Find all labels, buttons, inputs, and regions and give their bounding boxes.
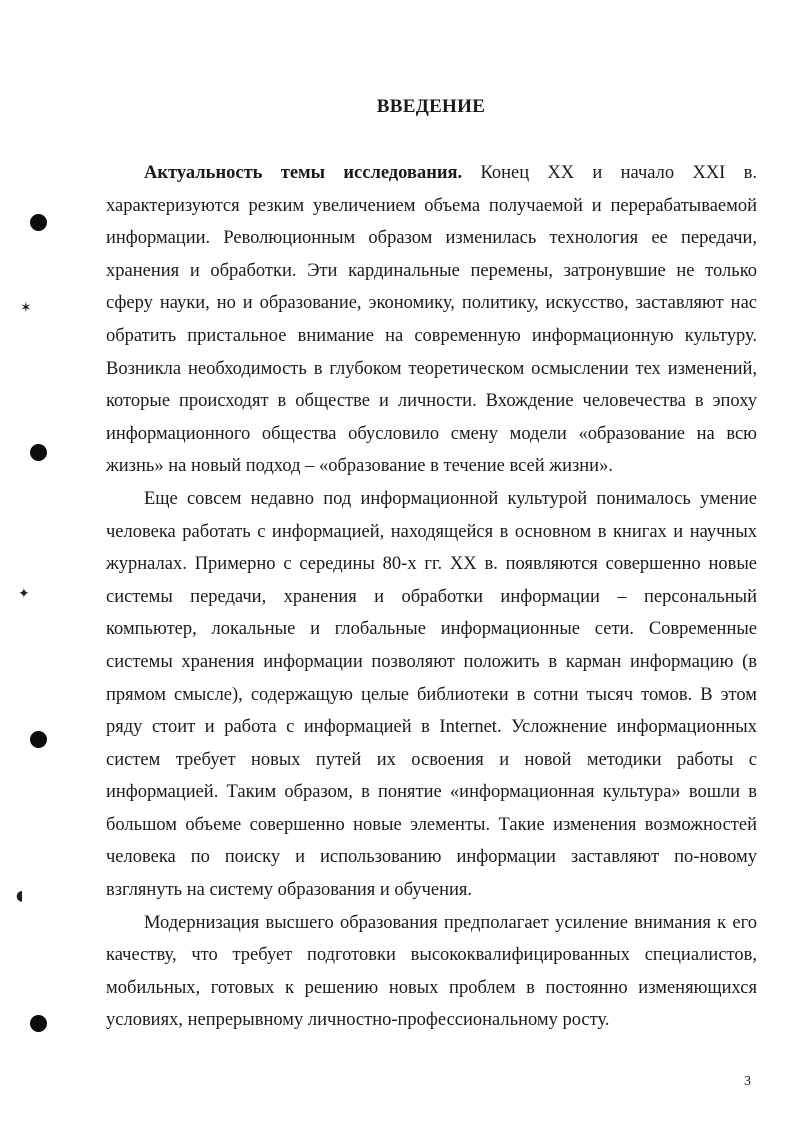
paragraph xyxy=(106,157,757,483)
paragraph xyxy=(106,483,757,907)
paragraph xyxy=(106,907,757,1037)
scan-speck: ✶ xyxy=(20,300,32,316)
scan-speck: ◖ xyxy=(16,888,24,904)
paragraph-lead: Актуальность темы исследования. xyxy=(144,163,463,183)
paragraph-text: Модернизация высшего образования предполагает усиление внимания к его качеству, что требует подготовки высококвалифицированных специалистов, мобильных, готовых к решению новых проблем в постоянно изменяющихся условиях, непрерывному личностно-профессиональному росту. xyxy=(106,912,757,1031)
paragraph-text: Еще совсем недавно под информационной культурой понималось умение человека работать с информацией, находящейся в основном в книгах и научных журналах. Примерно с середины 80-х гг. XX в. появляются совершенно новые системы передачи, хранения и обработки информации – персональный компьютер, локальные и глобальные информационные сети. Современные системы хранения информации позволяют положить в карман информацию (в прямом смысле), содержащую целые библиотеки в сотни тысяч томов. В этом ряду стоит и работа с информацией в Internet. Усложнение информационных систем требует новых путей их освоения и новой методики работы с информацией. Таким образом, в понятие «информационная культура» вошли в большом объеме совершенно новые элементы. Такие изменения возможностей человека по поиску и использованию информации заставляют по-новому взглянуть на систему образования и обучения. xyxy=(106,488,757,901)
punch-hole xyxy=(30,214,47,231)
page-number: 3 xyxy=(744,1074,751,1089)
punch-hole xyxy=(30,731,47,748)
scan-speck: ✦ xyxy=(18,586,30,602)
paragraph-text: Конец XX и начало XXI в. характеризуются резким увеличением объема получаемой и перерабатываемой информации. Революционным образом изменилась технология ее передачи, хранения и обработки. Эти кардинальные перемены, затронувшие не только сферу науки, но и образование, экономику, политику, искусство, заставляют нас обратить пристальное внимание на современную информационную культуру. Возникла необходимость в глубоком теоретическом осмыслении тех изменений, которые происходят в обществе и личности. Вхождение человечества в эпоху информационного общества обусловило смену модели «образование на всю жизнь» на новый подход – «образование в течение всей жизни». xyxy=(106,163,757,477)
punch-hole xyxy=(30,1015,47,1032)
punch-hole xyxy=(30,444,47,461)
page-title: ВВЕДЕНИЕ xyxy=(376,96,486,117)
body-text xyxy=(106,157,757,1037)
